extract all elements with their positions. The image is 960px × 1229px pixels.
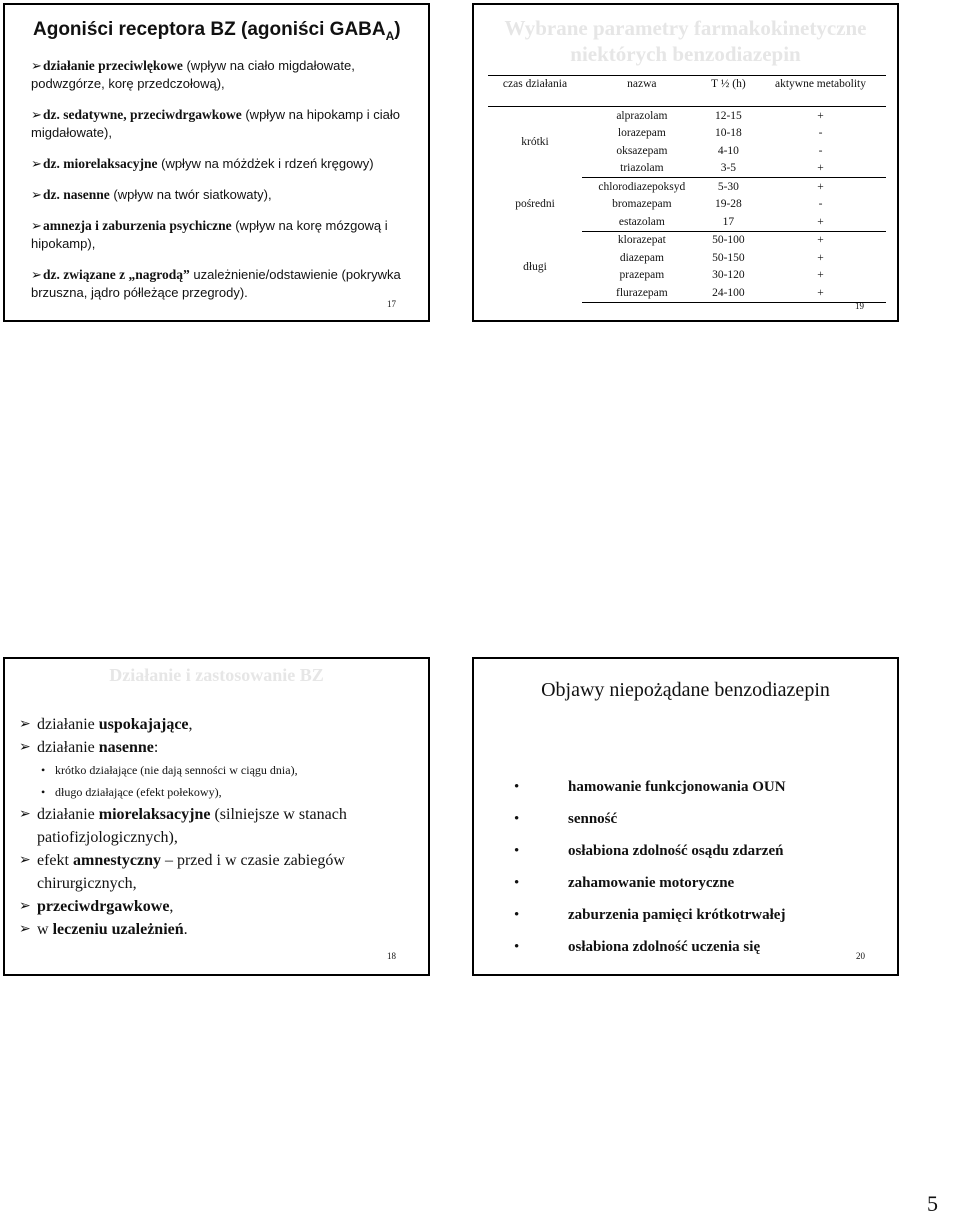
slide-17 (3, 3, 430, 322)
table-cell: 30-120 (712, 269, 745, 282)
table-cell: - (818, 144, 823, 157)
slide-title: Wybrane parametry farmakokinetyczne niektórych benzodiazepin (504, 16, 867, 66)
pharmacokinetics-table (488, 75, 886, 303)
item-bold-text: działanie przeciwlękowe (43, 58, 183, 73)
list-item (19, 736, 419, 759)
table-cell: 12-15 (714, 109, 742, 122)
list-item (31, 57, 421, 93)
bullet-dot-icon: • (514, 779, 520, 795)
duration-group: długi (523, 260, 547, 273)
item-text: (wpływ na korę mózgową i hipokamp), (31, 218, 388, 251)
table-cell: flurazepam (582, 284, 702, 302)
arrow-bullet-icon: ➢ (31, 107, 42, 122)
bullet-list (19, 713, 419, 941)
arrow-bullet-icon: ➢ (31, 58, 42, 73)
table-cell: prazepam (619, 269, 665, 282)
item-text: (wpływ na hipokamp i ciało migdałowate), (31, 107, 400, 140)
slide-number: 18 (387, 951, 396, 961)
list-item (31, 217, 421, 253)
table-cell: + (755, 284, 886, 302)
item-bold-text: leczeniu uzależnień (52, 921, 184, 938)
item-bold-text: dz. sedatywne, przeciwdrgawkowe (43, 107, 242, 122)
arrow-bullet-icon: ➢ (31, 156, 42, 171)
bullet-dot-icon: • (514, 875, 520, 891)
bullet-dot-icon: • (41, 785, 46, 799)
table-cell: alprazolam (616, 109, 668, 122)
list-item (514, 907, 786, 939)
item-bold-text: dz. związane z „nagrodą” (43, 267, 190, 282)
slide-20 (472, 657, 899, 976)
table-header: nazwa (582, 76, 702, 107)
table-cell: 50-100 (712, 234, 745, 247)
table-cell: 3-5 (702, 160, 755, 178)
table-row (488, 107, 886, 125)
item-text: osłabiona zdolność osądu zdarzeń (568, 843, 784, 859)
slide-number: 17 (387, 299, 396, 309)
table-cell: 24-100 (702, 284, 755, 302)
bullet-dot-icon: • (514, 939, 520, 955)
table-cell: 50-150 (712, 251, 745, 264)
table-cell: 5-30 (717, 180, 739, 193)
list-item (514, 939, 786, 971)
list-item (19, 803, 419, 849)
item-text: , (188, 716, 193, 733)
item-text: zahamowanie motoryczne (568, 875, 735, 891)
item-bold-text: miorelaksacyjne (98, 806, 211, 823)
table-cell: + (817, 180, 824, 193)
table-cell: + (817, 269, 824, 282)
list-item (31, 266, 421, 302)
table-cell: oksazepam (616, 144, 668, 157)
table-cell: 17 (702, 213, 755, 231)
table-cell: bromazepam (612, 198, 672, 211)
arrow-bullet-icon: ➢ (31, 187, 42, 202)
bullet-list (514, 779, 786, 971)
table-header: T ½ (h) (702, 76, 755, 107)
table-cell: + (817, 234, 824, 247)
item-text: działanie (37, 806, 99, 823)
list-item (31, 186, 421, 204)
table-cell: chlorodiazepoksyd (598, 180, 686, 193)
table-cell: estazolam (582, 213, 702, 231)
arrow-bullet-icon: ➢ (19, 807, 31, 822)
item-text: . (183, 921, 188, 938)
list-item (31, 106, 421, 142)
bullet-dot-icon: • (514, 811, 520, 827)
item-text: działanie (37, 739, 99, 756)
sub-item (19, 781, 419, 803)
table-cell: + (817, 251, 824, 264)
item-text: senność (568, 811, 618, 827)
table-cell: 4-10 (717, 144, 739, 157)
arrow-bullet-icon: ➢ (19, 853, 31, 868)
item-text: : (153, 739, 159, 756)
table-cell: klorazepat (617, 234, 666, 247)
item-bold-text: dz. miorelaksacyjne (43, 156, 158, 171)
item-bold-text: amnezja i zaburzenia psychiczne (43, 218, 232, 233)
slide-18 (3, 657, 430, 976)
arrow-bullet-icon: ➢ (19, 922, 31, 937)
page-number: 5 (927, 1191, 938, 1216)
slide-title: Objawy niepożądane benzodiazepin (541, 679, 830, 701)
slide-number: 20 (856, 951, 865, 961)
item-text: uzależnienie/odstawienie (pokrywka brzuszna, jądro półleżące przegrody). (31, 267, 401, 300)
item-text: , (169, 898, 174, 915)
table-cell: diazepam (619, 251, 664, 264)
table-cell: + (755, 213, 886, 231)
bullet-dot-icon: • (514, 843, 520, 859)
arrow-bullet-icon: ➢ (31, 218, 42, 233)
item-text: (wpływ na ciało migdałowate, podwzgórze, korę przedczołową), (31, 58, 355, 91)
table-header: aktywne metabolity (755, 76, 886, 107)
list-item (19, 713, 419, 736)
list-item (514, 875, 786, 907)
item-text: zaburzenia pamięci krótkotrwałej (568, 907, 786, 923)
duration-group: pośredni (515, 198, 555, 211)
list-item (19, 849, 419, 895)
table-cell: - (818, 198, 823, 211)
bullet-dot-icon: • (514, 907, 520, 923)
list-item (19, 918, 419, 941)
sub-item (19, 759, 419, 781)
table-row (488, 231, 886, 249)
table-header: czas działania (488, 76, 582, 107)
item-bold-text: przeciwdrgawkowe (37, 898, 170, 915)
item-text: efekt (37, 852, 73, 869)
arrow-bullet-icon: ➢ (19, 740, 31, 755)
table-cell: triazolam (582, 160, 702, 178)
item-text: – przed i w czasie zabiegów chirurgicznych, (37, 852, 345, 892)
table-cell: + (755, 160, 886, 178)
table-cell: 10-18 (714, 127, 742, 140)
item-text: osłabiona zdolność uczenia się (568, 939, 761, 955)
sub-item-text: krótko działające (nie dają senności w ciągu dnia), (55, 763, 298, 777)
item-text: działanie (37, 716, 99, 733)
bullet-dot-icon: • (41, 763, 46, 777)
arrow-bullet-icon: ➢ (31, 267, 42, 282)
list-item (31, 155, 421, 173)
slide-title: Agoniści receptora BZ (agoniści $GABA_A$) (33, 19, 401, 43)
slide-number: 19 (855, 301, 864, 311)
item-text: (wpływ na móżdżek i rdzeń kręgowy) (157, 156, 374, 171)
slide-19 (472, 3, 899, 322)
duration-group: krótki (521, 136, 549, 149)
sub-item-text: długo działające (efekt połekowy), (55, 785, 222, 799)
item-bold-text: dz. nasenne (43, 187, 110, 202)
list-item (514, 811, 786, 843)
list-item (514, 843, 786, 875)
item-bold-text: amnestyczny (72, 852, 161, 869)
slide-title: Działanie i zastosowanie BZ (109, 665, 324, 685)
item-bold-text: nasenne (98, 739, 154, 756)
table-cell: lorazepam (617, 127, 666, 140)
table-row (488, 178, 886, 196)
item-text: (silniejsze w stanach patiofizjologicznych), (37, 806, 347, 846)
item-text: (wpływ na twór siatkowaty), (109, 187, 272, 202)
list-item (19, 895, 419, 918)
table-cell: - (818, 127, 823, 140)
item-text: hamowanie funkcjonowania OUN (568, 779, 786, 795)
arrow-bullet-icon: ➢ (19, 717, 31, 732)
table-cell: + (817, 109, 824, 122)
table-cell: 19-28 (714, 198, 742, 211)
list-item (514, 779, 786, 811)
bullet-list (31, 57, 421, 315)
arrow-bullet-icon: ➢ (19, 899, 31, 914)
item-bold-text: uspokajające (98, 716, 189, 733)
item-text: w (37, 921, 53, 938)
